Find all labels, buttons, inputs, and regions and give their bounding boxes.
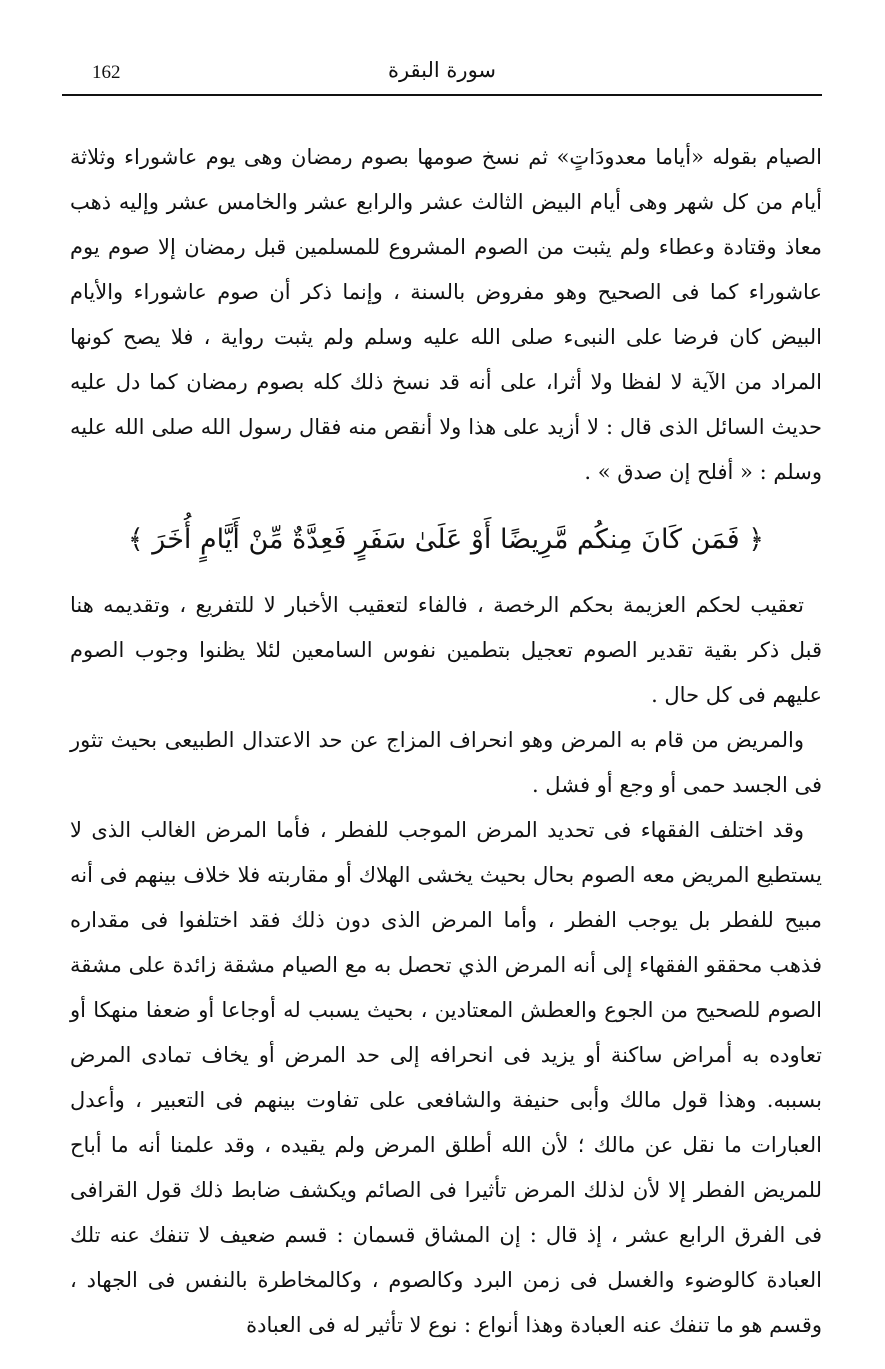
header-rule [62, 94, 822, 96]
page-header [62, 58, 822, 98]
page-number: 162 [92, 62, 121, 83]
paragraph-1: الصيام بقوله «أياما معدودَاتٍ» ثم نسخ صومها بصوم رمضان وهى يوم عاشوراء وثلاثة أيام من كل شهر وهى أيام البيض الثالث عشر والرابع عشر والخامس عشر وإليه ذهب معاذ وقتادة وعطاء ولم يثبت من الصوم المشروع للمسلمين قبل رمضان إلا صوم يوم عاشوراء كما فى الصحيح وهو مفروض بالسنة ، وإنما ذكر أن صوم عاشوراء والأيام البيض كان فرضا على النبىء صلى الله عليه وسلم ولم يثبت رواية ، فلا يصح كونها المراد من الآية لا لفظا ولا أثرا، على أنه قد نسخ ذلك كله بصوم رمضان كما دل عليه حديث السائل الذى قال : لا أزيد على هذا ولا أنقص منه فقال رسول الله صلى الله عليه وسلم : « أفلح إن صدق » . [70, 145, 822, 484]
quran-verse: ﴿ فَمَن كَانَ مِنكُم مَّرِيضًا أَوْ عَلَىٰ سَفَرٍ فَعِدَّةٌ مِّنْ أَيَّامٍ أُخَرَ ﴾ [127, 524, 765, 555]
page-body [70, 135, 822, 1348]
paragraph-3: والمريض من قام به المرض وهو انحراف المزاج عن حد الاعتدال الطبيعى بحيث تثور فى الجسد حمى أو وجع أو فشل . [70, 728, 822, 797]
paragraph-4: وقد اختلف الفقهاء فى تحديد المرض الموجب للفطر ، فأما المرض الغالب الذى لا يستطيع المريض معه الصوم بحال بحيث يخشى الهلاك أو مقاربته فلا خلاف بينهم فى أنه مبيح للفطر بل يوجب الفطر ، وأما المرض الذى دون ذلك فقد اختلفوا فى مقداره فذهب محققو الفقهاء إلى أنه المرض الذي تحصل به مع الصيام مشقة زائدة على مشقة الصوم للصحيح من الجوع والعطش المعتادين ، بحيث يسبب له أوجاعا أو ضعفا منهكا أو تعاوده به أمراض ساكنة أو يزيد فى انحرافه إلى حد المرض أو يخاف تمادى المرض بسببه. وهذا قول مالك وأبى حنيفة والشافعى على تفاوت بينهم فى التعبير ، وأعدل العبارات ما نقل عن مالك ؛ لأن الله أطلق المرض ولم يقيده ، وقد علمنا أنه ما أباح للمريض الفطر إلا لأن لذلك المرض تأثيرا فى الصائم ويكشف ضابط ذلك قول القرافى فى الفرق الرابع عشر ، إذ قال : إن المشاق قسمان : قسم ضعيف لا تنفك عنه تلك العبادة كالوضوء والغسل فى زمن البرد وكالصوم ، وكالمخاطرة بالنفس فى الجهاد ، وقسم هو ما تنفك عنه العبادة وهذا أنواع : نوع لا تأثير له فى العبادة [70, 818, 822, 1337]
running-title: سورة البقرة [387, 58, 497, 82]
paragraph-2: تعقيب لحكم العزيمة بحكم الرخصة ، فالفاء لتعقيب الأخبار لا للتفريع ، وتقديمه هنا قبل ذكر بقية تقدير الصوم تعجيل بتطمين نفوس السامعين لئلا يظنوا وجوب الصوم عليهم فى كل حال . [70, 593, 822, 707]
